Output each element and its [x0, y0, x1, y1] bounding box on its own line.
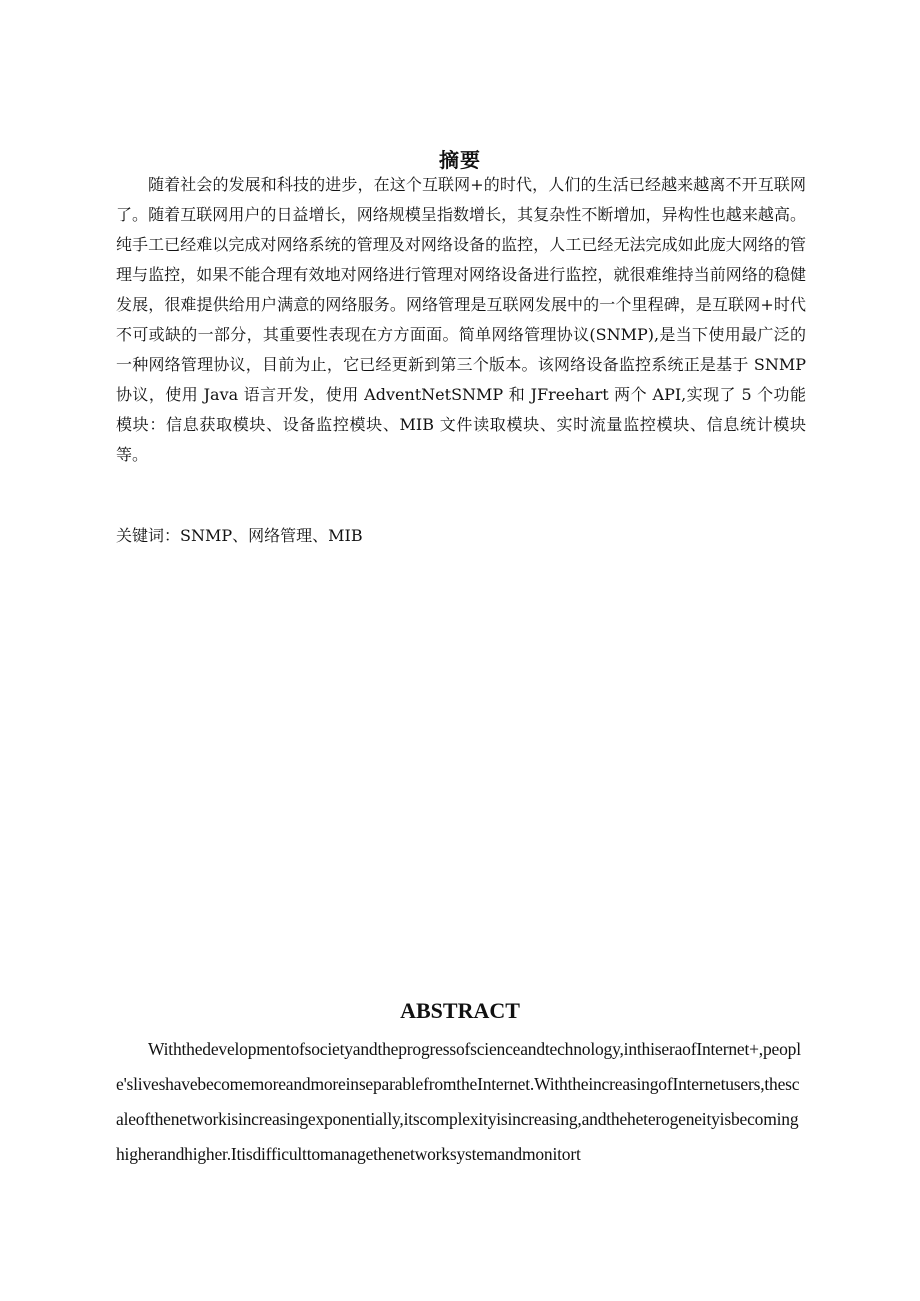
english-abstract-body: Withthedevelopmentofsocietyandtheprogressofscienceandtechnology,inthiseraofInternet+,people'sliveshavebecomemoreandmoreinseparablefromtheInternet.WiththeincreasingofInternetusers,thescaleofthenetworkisincreasingexponentially,itscomplexityisincreasing,andtheheterogeneityisbecominghigherandhigher.Itisdifficulttomanagethenetworksystemandmonitort — [116, 1039, 801, 1164]
chinese-abstract-body: 随着社会的发展和科技的进步，在这个互联网+的时代，人们的生活已经越来越离不开互联网了。随着互联网用户的日益增长，网络规模呈指数增长，其复杂性不断增加，异构性也越来越高。纯手工已经难以完成对网络系统的管理及对网络设备的监控，人工已经无法完成如此庞大网络的管理与监控，如果不能合理有效地对网络进行管理对网络设备进行监控，就很难维持当前网络的稳健发展，很难提供给用户满意的网络服务。网络管理是互联网发展中的一个里程碑，是互联网+时代不可或缺的一部分，其重要性表现在方方面面。简单网络管理协议(SNMP),是当下使用最广泛的一种网络管理协议，目前为止，它已经更新到第三个版本。该网络设备监控系统正是基于 SNMP 协议，使用 Java 语言开发，使用 AdventNetSNMP 和 JFreehart 两个 API,实现了 5 个功能模块：信息获取模块、设备监控模块、MIB 文件读取模块、实时流量监控模块、信息统计模块等。 — [116, 175, 806, 464]
chinese-keywords: 关键词：SNMP、网络管理、MIB — [116, 526, 363, 545]
chinese-abstract-title: 摘要 — [439, 148, 481, 172]
english-abstract-title: ABSTRACT — [400, 998, 520, 1023]
